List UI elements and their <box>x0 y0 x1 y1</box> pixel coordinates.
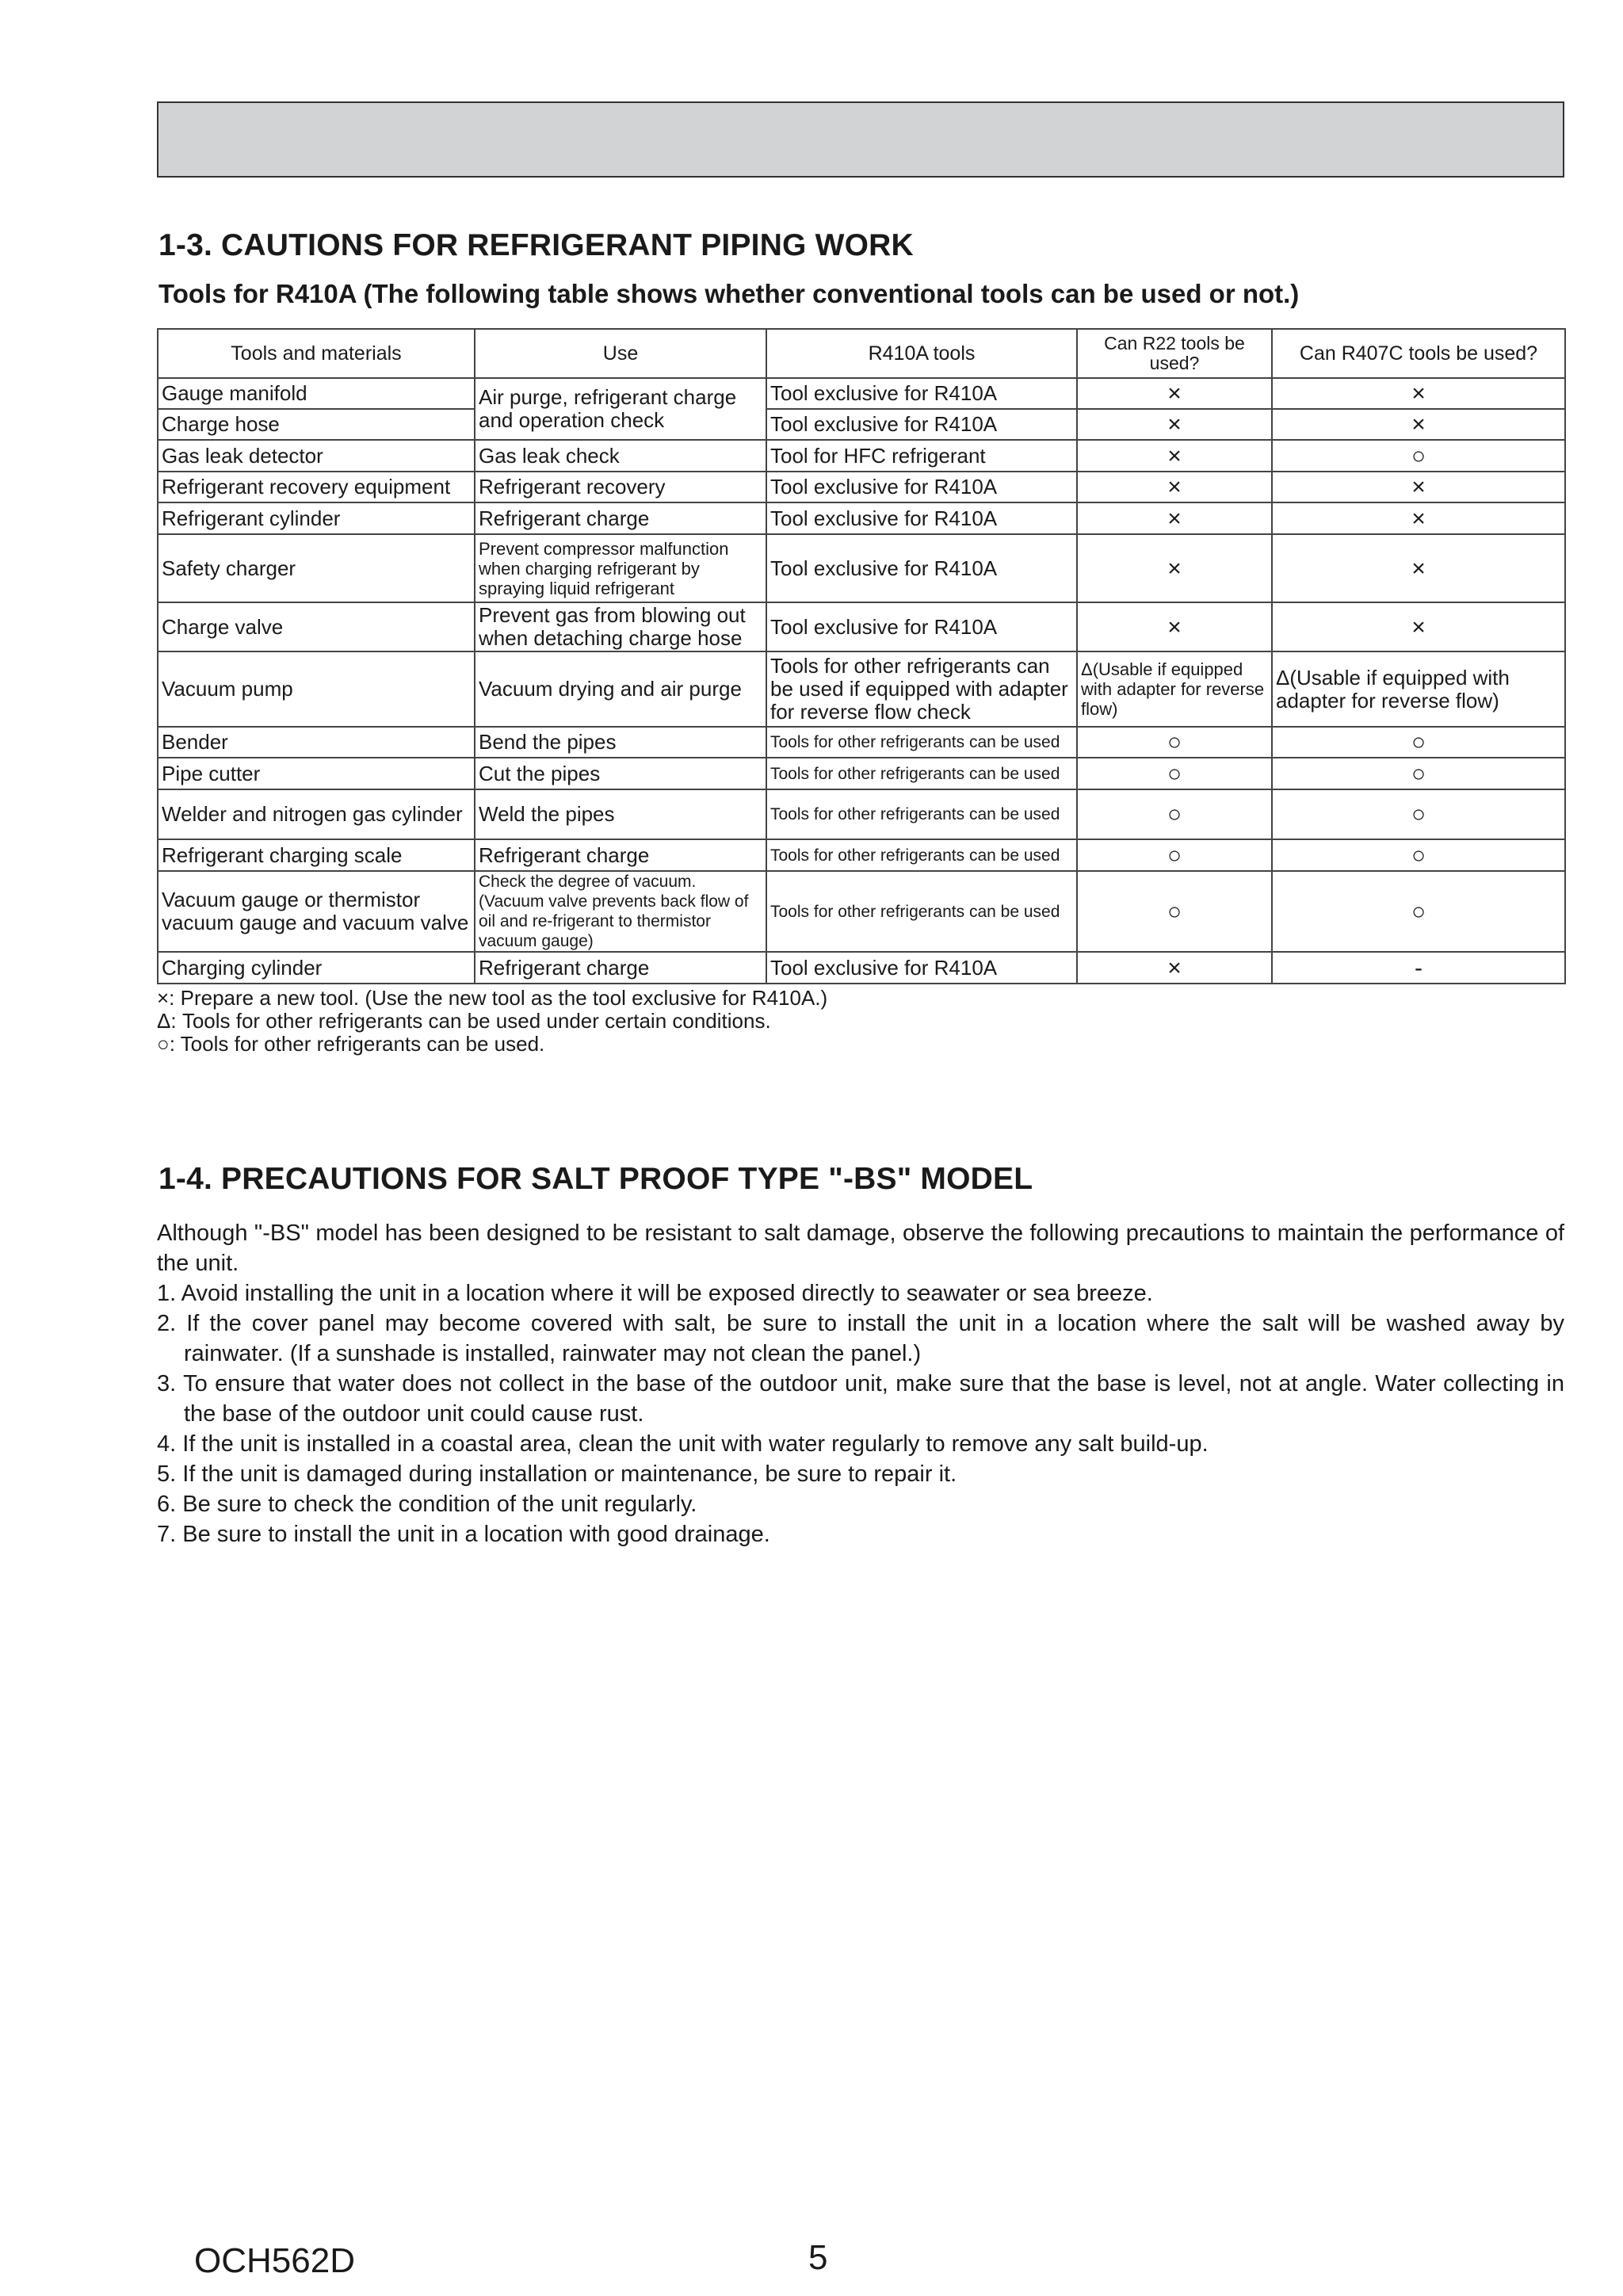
table-row <box>158 758 1565 789</box>
cell-tool: Refrigerant cylinder <box>158 502 475 534</box>
cell-use: Refrigerant recovery <box>475 472 766 502</box>
cell-r410a: Tools for other refrigerants can be used <box>766 839 1077 871</box>
cell-r22: ○ <box>1077 839 1272 871</box>
cell-tool: Charging cylinder <box>158 952 475 984</box>
cell-use: Check the degree of vacuum. (Vacuum valve prevents back flow of oil and re-frigerant to thermistor vacuum gauge) <box>475 871 766 952</box>
cell-r22: × <box>1077 440 1272 472</box>
cell-r407c: ○ <box>1272 758 1565 789</box>
header-r407c: Can R407C tools be used? <box>1272 329 1565 378</box>
cell-tool: Vacuum gauge or thermistor vacuum gauge and vacuum valve <box>158 871 475 952</box>
table-row <box>158 502 1565 534</box>
cell-tool: Pipe cutter <box>158 758 475 789</box>
cell-r410a: Tool for HFC refrigerant <box>766 440 1077 472</box>
cell-r410a: Tools for other refrigerants can be used <box>766 789 1077 839</box>
cell-r407c: × <box>1272 602 1565 651</box>
cell-use: Air purge, refrigerant charge and operation check <box>475 378 766 440</box>
cell-r22: × <box>1077 502 1272 534</box>
table-row <box>158 534 1565 602</box>
cell-tool: Charge valve <box>158 602 475 651</box>
cell-r22: × <box>1077 378 1272 409</box>
cell-use: Refrigerant charge <box>475 839 766 871</box>
section-13-subtitle: Tools for R410A (The following table shows whether conventional tools can be used or not.) <box>158 279 1300 308</box>
cell-r22: × <box>1077 534 1272 602</box>
cell-use: Gas leak check <box>475 440 766 472</box>
cell-r22: × <box>1077 409 1272 440</box>
header-use: Use <box>475 329 766 378</box>
table-row <box>158 472 1565 502</box>
precaution-item: 6. Be sure to check the condition of the unit regularly. <box>157 1492 697 1517</box>
cell-r410a: Tool exclusive for R410A <box>766 378 1077 409</box>
cell-use: Prevent compressor malfunction when charging refrigerant by spraying liquid refrigerant <box>475 534 766 602</box>
cell-r407c: ○ <box>1272 839 1565 871</box>
precaution-item: 7. Be sure to install the unit in a location with good drainage. <box>157 1522 770 1547</box>
cell-tool: Bender <box>158 727 475 758</box>
table-row <box>158 789 1565 839</box>
cell-r410a: Tools for other refrigerants can be used <box>766 871 1077 952</box>
table-row <box>158 378 1565 409</box>
table-row <box>158 409 1565 440</box>
cell-r22: ○ <box>1077 789 1272 839</box>
cell-use: Prevent gas from blowing out when detaching charge hose <box>475 602 766 651</box>
table-row <box>158 839 1565 871</box>
cell-r407c: ○ <box>1272 727 1565 758</box>
cell-r407c: × <box>1272 502 1565 534</box>
cell-tool: Welder and nitrogen gas cylinder <box>158 789 475 839</box>
cell-r407c: Δ(Usable if equipped with adapter for reverse flow) <box>1272 651 1565 727</box>
header-band <box>157 101 1564 178</box>
header-r22: Can R22 tools be used? <box>1077 329 1272 378</box>
cell-r22: × <box>1077 952 1272 984</box>
cell-r410a: Tool exclusive for R410A <box>766 952 1077 984</box>
cell-r410a: Tool exclusive for R410A <box>766 534 1077 602</box>
cell-r22: Δ(Usable if equipped with adapter for reverse flow) <box>1077 651 1272 727</box>
cell-r407c: - <box>1272 952 1565 984</box>
table-row <box>158 602 1565 651</box>
legend-item: ×: Prepare a new tool. (Use the new tool as the tool exclusive for R410A.) <box>157 986 828 1010</box>
cell-use: Cut the pipes <box>475 758 766 789</box>
cell-tool: Refrigerant charging scale <box>158 839 475 871</box>
section-13-title: 1-3. CAUTIONS FOR REFRIGERANT PIPING WORK <box>158 228 914 262</box>
cell-tool: Gauge manifold <box>158 378 475 409</box>
cell-r22: × <box>1077 602 1272 651</box>
cell-r407c: ○ <box>1272 440 1565 472</box>
legend-item: ○: Tools for other refrigerants can be used. <box>157 1032 545 1056</box>
cell-tool: Refrigerant recovery equipment <box>158 472 475 502</box>
cell-r22: ○ <box>1077 758 1272 789</box>
cell-r410a: Tools for other refrigerants can be used if equipped with adapter for reverse flow check <box>766 651 1077 727</box>
table-row <box>158 727 1565 758</box>
cell-r22: ○ <box>1077 871 1272 952</box>
cell-r407c: ○ <box>1272 871 1565 952</box>
cell-r407c: × <box>1272 378 1565 409</box>
cell-tool: Safety charger <box>158 534 475 602</box>
cell-use: Refrigerant charge <box>475 502 766 534</box>
table-row <box>158 651 1565 727</box>
cell-r410a: Tool exclusive for R410A <box>766 472 1077 502</box>
cell-r407c: × <box>1272 409 1565 440</box>
cell-r407c: × <box>1272 472 1565 502</box>
header-tools: Tools and materials <box>158 329 475 378</box>
cell-tool: Vacuum pump <box>158 651 475 727</box>
legend-item: Δ: Tools for other refrigerants can be used under certain conditions. <box>157 1009 771 1033</box>
tools-table <box>157 328 1566 984</box>
cell-tool: Charge hose <box>158 409 475 440</box>
table-legend <box>157 987 827 1056</box>
precaution-item: 1. Avoid installing the unit in a location where it will be exposed directly to seawater or sea breeze. <box>157 1281 1153 1306</box>
cell-r22: × <box>1077 472 1272 502</box>
table-row <box>158 952 1565 984</box>
section-14-body <box>157 1218 1564 1549</box>
precaution-item: 3. To ensure that water does not collect in the base of the outdoor unit, make sure that the base is level, not at angle. Water collecting in the base of the outdoor unit could cause rust. <box>157 1371 1564 1427</box>
section-14-intro: Although "-BS" model has been designed to be resistant to salt damage, observe the following precautions to maintain the performance of the unit. <box>157 1221 1564 1276</box>
precaution-item: 5. If the unit is damaged during installation or maintenance, be sure to repair it. <box>157 1461 957 1487</box>
footer-page-number: 5 <box>808 2238 828 2277</box>
cell-tool: Gas leak detector <box>158 440 475 472</box>
precaution-item: 2. If the cover panel may become covered with salt, be sure to install the unit in a location where the salt will be washed away by rainwater. (If a sunshade is installed, rainwater may not clean the panel.) <box>157 1311 1564 1366</box>
cell-r407c: × <box>1272 534 1565 602</box>
table-row <box>158 440 1565 472</box>
cell-r410a: Tools for other refrigerants can be used <box>766 727 1077 758</box>
cell-r22: ○ <box>1077 727 1272 758</box>
cell-use: Vacuum drying and air purge <box>475 651 766 727</box>
cell-r407c: ○ <box>1272 789 1565 839</box>
cell-use: Weld the pipes <box>475 789 766 839</box>
precaution-item: 4. If the unit is installed in a coastal area, clean the unit with water regularly to remove any salt build-up. <box>157 1431 1209 1457</box>
footer-model-number: OCH562D <box>194 2241 355 2280</box>
cell-use: Refrigerant charge <box>475 952 766 984</box>
cell-r410a: Tool exclusive for R410A <box>766 602 1077 651</box>
cell-r410a: Tool exclusive for R410A <box>766 409 1077 440</box>
table-row <box>158 871 1565 952</box>
section-14-title: 1-4. PRECAUTIONS FOR SALT PROOF TYPE "-BS" MODEL <box>158 1162 1033 1196</box>
cell-r410a: Tool exclusive for R410A <box>766 502 1077 534</box>
cell-use: Bend the pipes <box>475 727 766 758</box>
table-header-row <box>158 329 1565 378</box>
header-r410a: R410A tools <box>766 329 1077 378</box>
cell-r410a: Tools for other refrigerants can be used <box>766 758 1077 789</box>
